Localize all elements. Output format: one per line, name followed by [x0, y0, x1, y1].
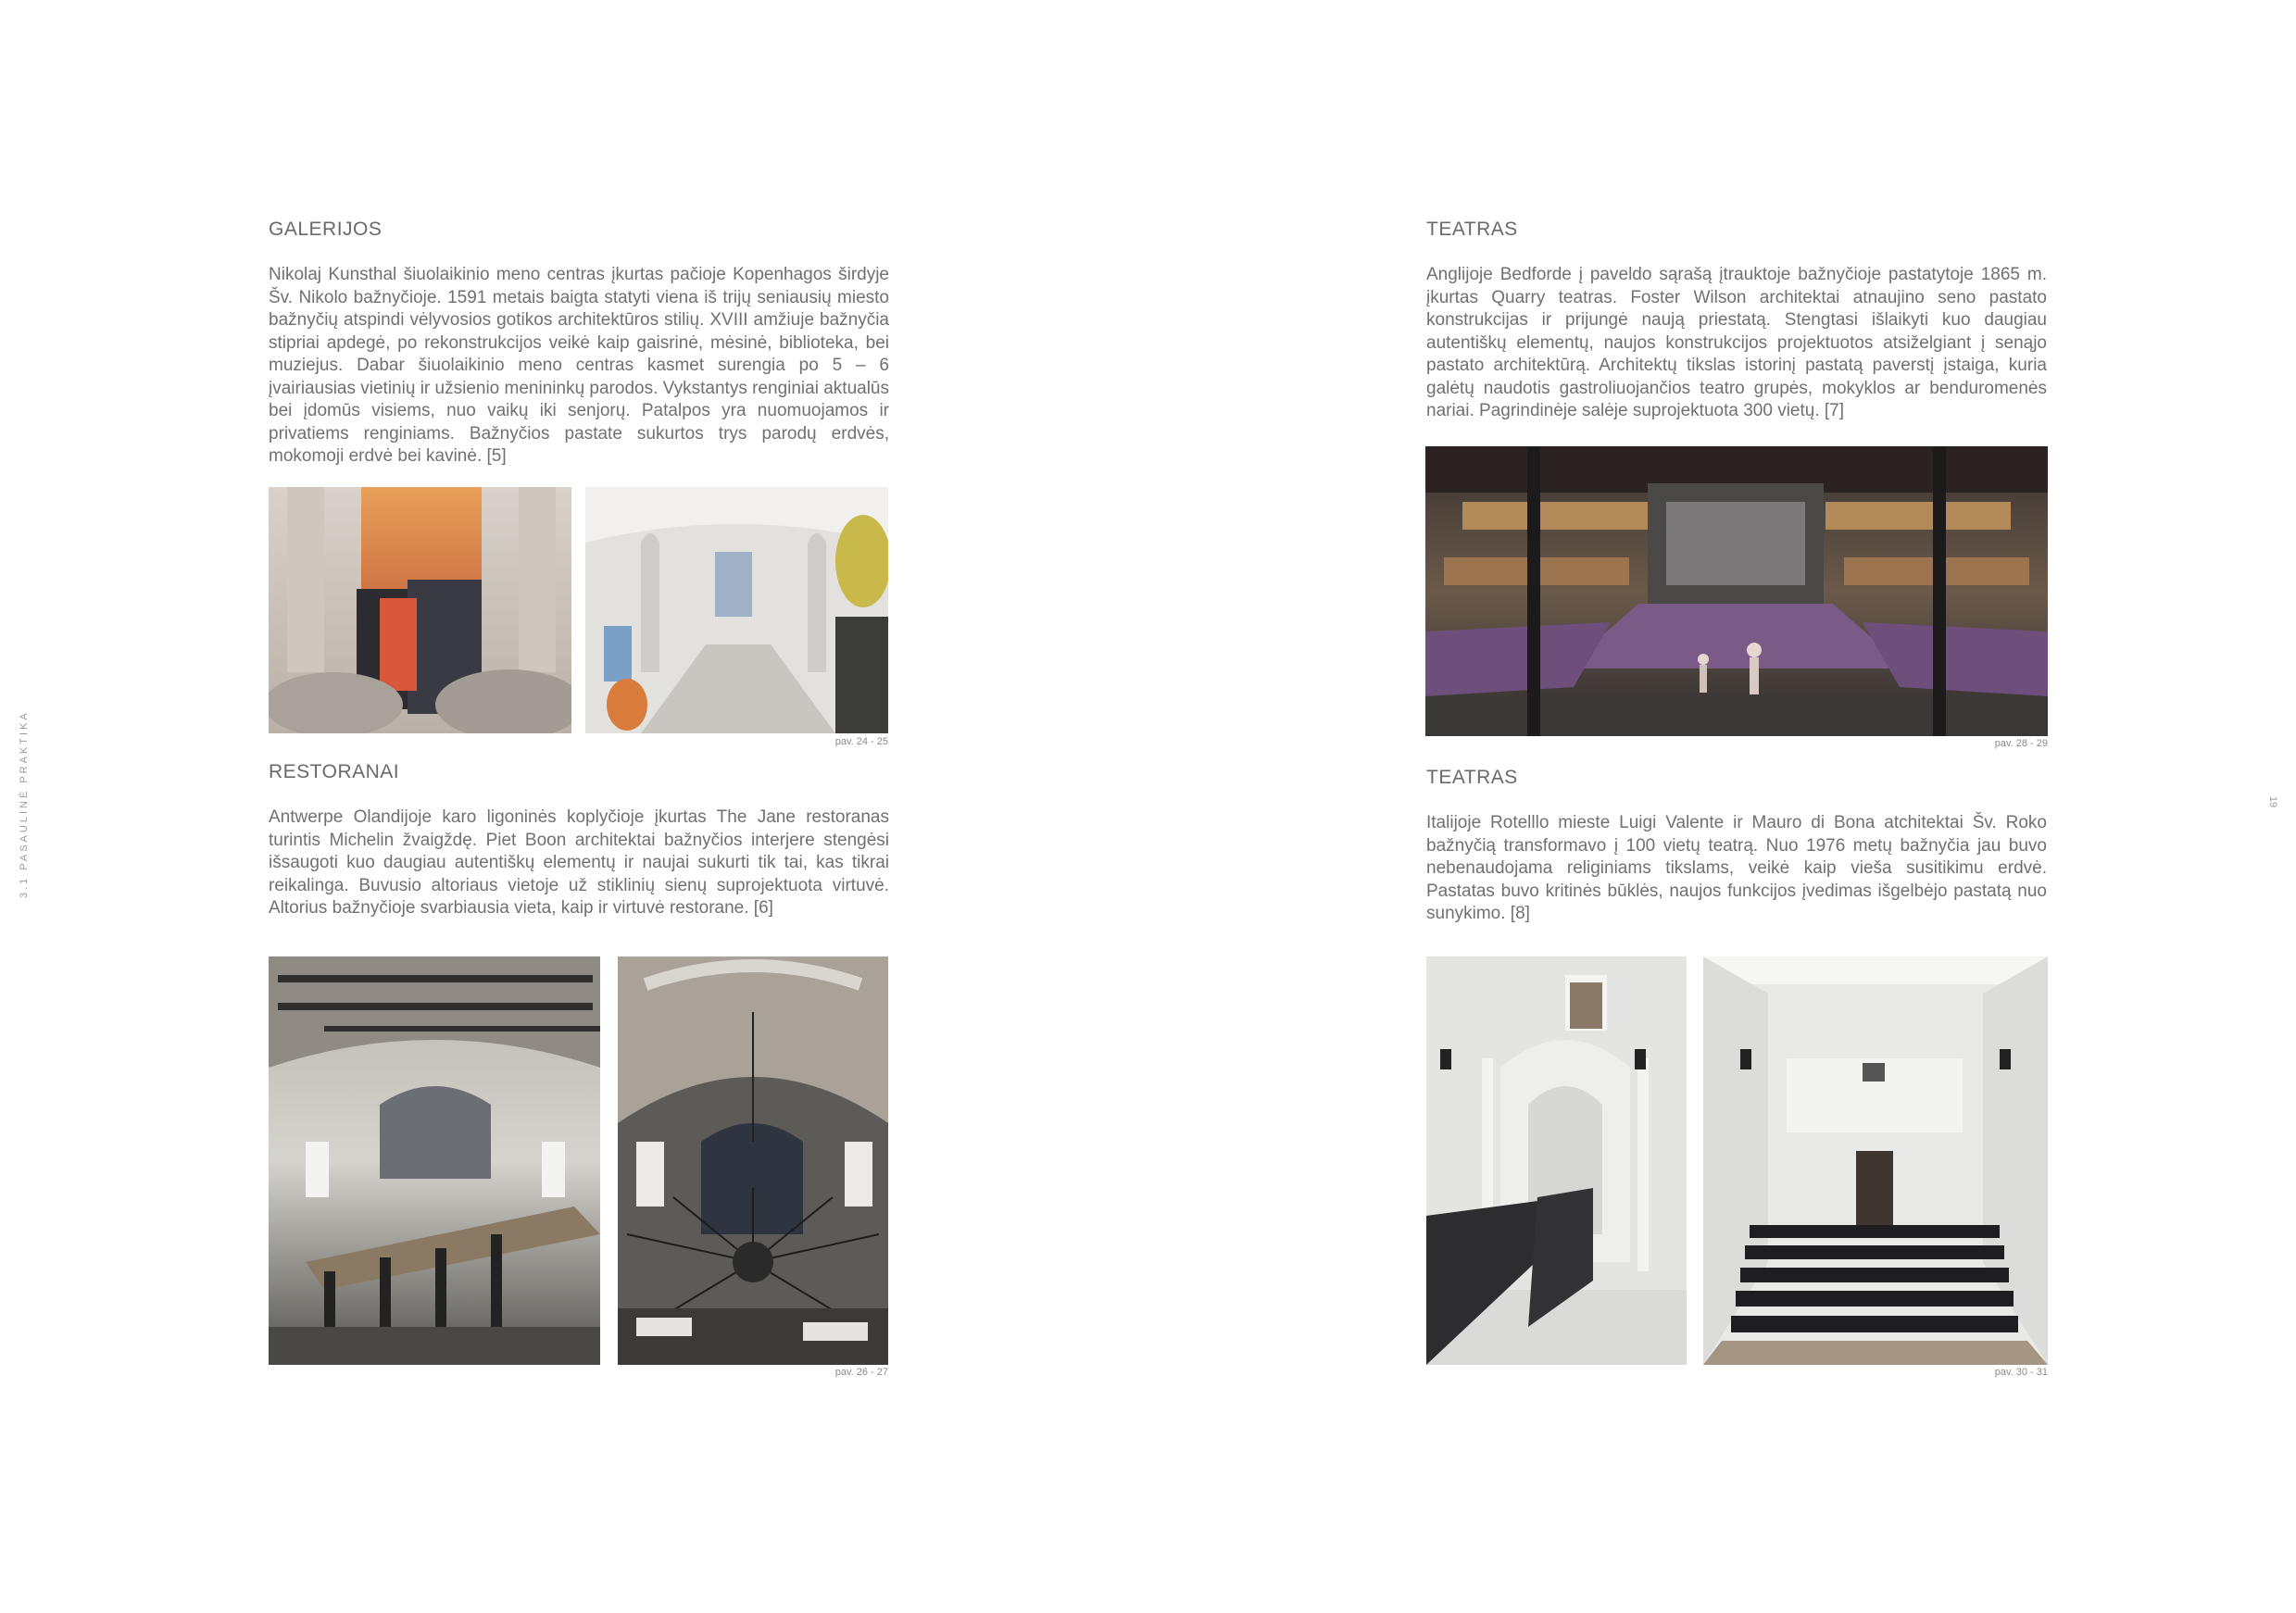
- photo-the-jane-hall: [618, 957, 888, 1365]
- heading-teatras-quarry: TEATRAS: [1426, 219, 1518, 240]
- photo-kunsthal-nave: [585, 487, 888, 733]
- heading-restoranai: RESTORANAI: [269, 761, 400, 782]
- page-number: 19: [2267, 795, 2279, 808]
- photo-san-rocco-auditorium: [1703, 957, 2048, 1365]
- photo-the-jane-bar: [269, 957, 600, 1365]
- caption-teatras-quarry: pav. 28 - 29: [1994, 738, 2048, 749]
- photo-quarry-theatre: [1425, 446, 2048, 736]
- paragraph-galerijos: Nikolaj Kunsthal šiuolaikinio meno centras įkurtas pačioje Kopenhagos širdyje Šv. Nikolo bažnyčioje. 1591 metais baigta statyti viena iš trijų seniausių miesto bažnyčių atspindi vėlyvosios gotikos architektūros stilių. XVIII amžiuje bažnyčia stipriai apdegė, po rekonstrukcijos veikė kaip gaisrinė, mėsinė, biblioteka, bei muziejus. Dabar šiuolaikinio meno centras kasmet surengia po 5 – 6 įvairiausias vietinių ir užsienio menininkų parodos. Vykstantys renginiai aktualūs bei įdomūs visiems, nuo vaikų iki senjorų. Patalpos yra nuomuojamos ir privatiems renginiams. Bažnyčios pastate sukurtos trys parodų erdvės, mokomoji erdvė bei kavinė. [5]: [269, 265, 889, 466]
- paragraph-teatras-rotello: Italijoje Rotelllo mieste Luigi Valente ir Mauro di Bona atchitektai Šv. Roko bažnyčią transformavo į 100 vietų teatrą. Nuo 1976 metų bažnyčia jau buvo nebenaudojama religiniams tikslams, veikė kaip vieša susitikimu erdvė. Pastatas buvo kritinės būklės, naujos funkcijos įvedimas išgelbėjo pastatą nuo sunykimo. [8]: [1426, 813, 2047, 923]
- caption-galerijos: pav. 24 - 25: [834, 736, 888, 747]
- heading-teatras-rotello: TEATRAS: [1426, 767, 1518, 788]
- caption-restoranai: pav. 26 - 27: [834, 1367, 888, 1378]
- section-side-label: 3.1 PASAULINĖ PRAKTIKA: [19, 710, 30, 898]
- paragraph-restoranai: Antwerpe Olandijoje karo ligoninės koplyčioje įkurtas The Jane restoranas turintis Michelin žvaigždę. Piet Boon architektai bažnyčios interjere stengėsi išsaugoti kuo daugiau autentiškų elementų ir naujai sukurti tik tai, kas tikrai reikalinga. Buvusio altoriaus vietoje už stiklinių sienų suprojektuota virtuvė. Altorius bažnyčioje svarbiausia vieta, kaip ir virtuvė restorane. [6]: [269, 807, 889, 918]
- photo-san-rocco-altar: [1426, 957, 1687, 1365]
- caption-teatras-rotello: pav. 30 - 31: [1994, 1367, 2048, 1378]
- heading-galerijos: GALERIJOS: [269, 219, 383, 240]
- photo-kunsthal-installation: [269, 487, 571, 733]
- paragraph-teatras-quarry: Anglijoje Bedforde į paveldo sąrašą įtrauktoje bažnyčioje pastatytoje 1865 m. įkurtas Quarry teatras. Foster Wilson architektai atnaujino seno pastato konstrukcijas ir prijungė naują priestatą. Stengtasi išlaikyti kuo daugiau autentiškų elementų, naujos konstrukcijos projektuotos atsiželgiant į senąjo pastato architektūrą. Architektų tikslas istorinį pastatą paverstį įstaiga, kuria galėtų naudotis gastroliuojančios teatro grupės, mokyklos ar benduromenės nariai. Pagrindinėje salėje suprojektuota 300 vietų. [7]: [1426, 265, 2047, 420]
